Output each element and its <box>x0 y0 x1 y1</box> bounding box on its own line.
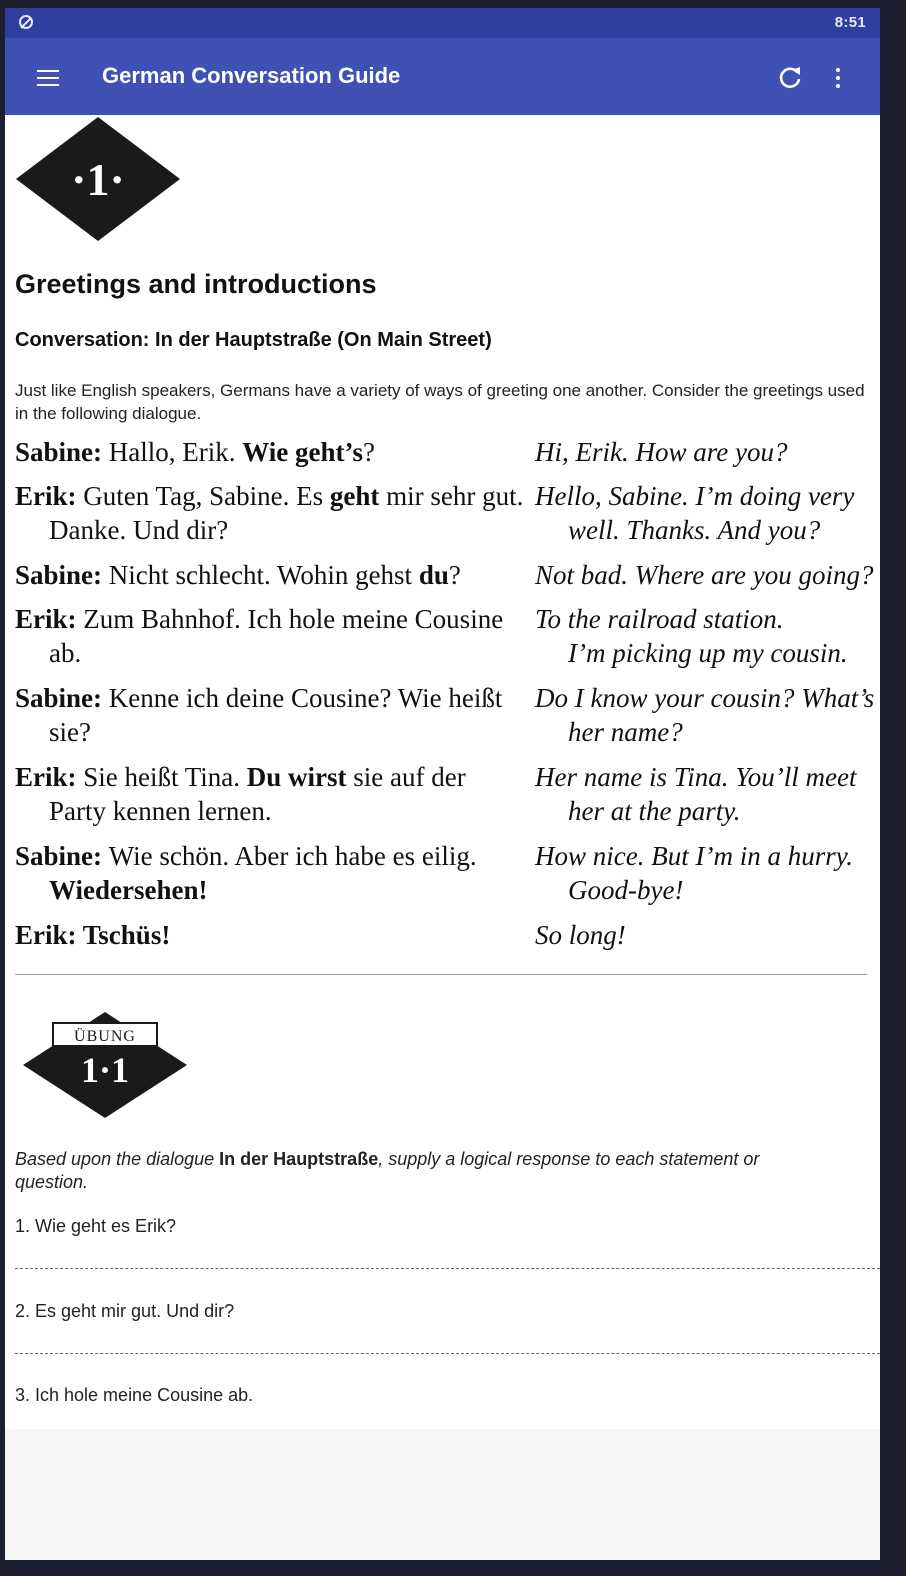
phone-screen <box>5 8 880 1560</box>
english-text: How nice. But I’m in a hurry. <box>535 841 853 871</box>
english-translation <box>535 602 880 670</box>
speaker-name: Sabine: <box>15 560 109 590</box>
german-text: Du wirst <box>246 762 347 792</box>
instructions-prefix: Based upon the dialogue <box>15 1149 220 1169</box>
german-line <box>15 839 525 907</box>
german-line <box>15 558 525 592</box>
speaker-name: Sabine: <box>15 683 109 713</box>
german-text: du <box>418 560 449 590</box>
german-text: Nicht schlecht. Wohin gehst <box>108 560 419 590</box>
content-area <box>5 115 880 1429</box>
instructions-dialogue-name: In der Hauptstraße <box>219 1149 379 1169</box>
english-translation <box>535 918 880 952</box>
question-1: 1. Wie geht es Erik? <box>15 1216 177 1236</box>
no-sync-icon <box>19 15 33 29</box>
exercise-badge-label: ÜBUNG <box>74 1028 136 1045</box>
more-vert-icon[interactable] <box>820 58 856 98</box>
english-translation <box>535 435 880 469</box>
english-text: Not bad. Where are you going? <box>535 560 874 590</box>
german-line <box>15 760 525 828</box>
german-text: Kenne ich deine Cousine? Wie heißt sie? <box>49 683 503 747</box>
german-text: Hallo, Erik. <box>108 437 243 467</box>
english-text: her at the party. <box>568 796 741 826</box>
chapter-number: ·1· <box>71 154 125 205</box>
exercise-instructions <box>15 1148 815 1194</box>
german-line <box>15 435 525 469</box>
english-text: To the railroad station. <box>535 604 784 634</box>
english-text: well. Thanks. And you? <box>568 515 821 545</box>
german-text: ? <box>448 560 461 590</box>
speaker-name: Erik: <box>15 481 84 511</box>
german-text: Sie heißt Tina. <box>83 762 247 792</box>
english-translation <box>535 558 880 592</box>
exercise-badge <box>23 1010 189 1125</box>
english-text: So long! <box>535 920 626 950</box>
speaker-name: Erik: <box>15 920 83 950</box>
english-translation <box>535 760 880 828</box>
german-text: Wie geht’s <box>242 437 364 467</box>
refresh-icon[interactable] <box>770 58 810 98</box>
status-time: 8:51 <box>834 14 866 31</box>
german-line <box>15 479 525 547</box>
english-text: I’m picking up my cousin. <box>568 638 848 668</box>
speaker-name: Sabine: <box>15 437 109 467</box>
english-translation <box>535 479 880 547</box>
section-title: Greetings and introductions <box>15 269 377 299</box>
conversation-heading: Conversation: In der Hauptstraße (On Main Street) <box>15 329 492 351</box>
english-translation <box>535 681 880 749</box>
english-text: her name? <box>568 717 683 747</box>
question-3: 3. Ich hole meine Cousine ab. <box>15 1385 254 1405</box>
speaker-name: Erik: <box>15 604 84 634</box>
english-translation <box>535 839 880 907</box>
exercise-badge-number: 1·1 <box>80 1050 130 1090</box>
english-text: Good-bye! <box>568 875 684 905</box>
english-text: Hi, Erik. How are you? <box>535 437 788 467</box>
german-text: Guten Tag, Sabine. Es <box>83 481 330 511</box>
instructions-suffix: , supply a logical response to each statement or question. <box>15 1149 760 1192</box>
chapter-badge <box>14 115 184 248</box>
intro-paragraph: Just like English speakers, Germans have a variety of ways of greeting one another. Consider the greetings used in the following dialogue. <box>15 381 865 423</box>
german-line <box>15 918 525 952</box>
german-text: mir sehr gut. Danke. Und dir? <box>49 481 524 545</box>
german-text: Tschüs! <box>82 920 171 950</box>
question-2: 2. Es geht mir gut. Und dir? <box>15 1301 235 1321</box>
app-bar <box>5 38 880 115</box>
speaker-name: Erik: <box>15 762 84 792</box>
german-text: Wiedersehen! <box>49 875 208 905</box>
section-divider <box>15 974 867 975</box>
answer-line-1[interactable] <box>15 1268 880 1269</box>
german-line <box>15 681 525 749</box>
hamburger-menu-icon[interactable] <box>27 60 71 96</box>
german-text: ? <box>363 437 375 467</box>
status-bar <box>5 8 880 38</box>
speaker-name: Sabine: <box>15 841 109 871</box>
german-text: geht <box>329 481 380 511</box>
answer-line-2[interactable] <box>15 1353 880 1354</box>
german-text: sie auf der Party kennen lernen. <box>49 762 466 826</box>
english-text: Hello, Sabine. I’m doing very <box>535 481 855 511</box>
app-title: German Conversation Guide <box>102 63 401 88</box>
german-text: Wie schön. Aber ich habe es eilig. <box>108 841 477 871</box>
english-text: Do I know your cousin? What’s <box>535 683 875 713</box>
german-line <box>15 602 525 670</box>
german-text: Zum Bahnhof. Ich hole meine Cousine ab. <box>49 604 504 668</box>
english-text: Her name is Tina. You’ll meet <box>535 762 857 792</box>
